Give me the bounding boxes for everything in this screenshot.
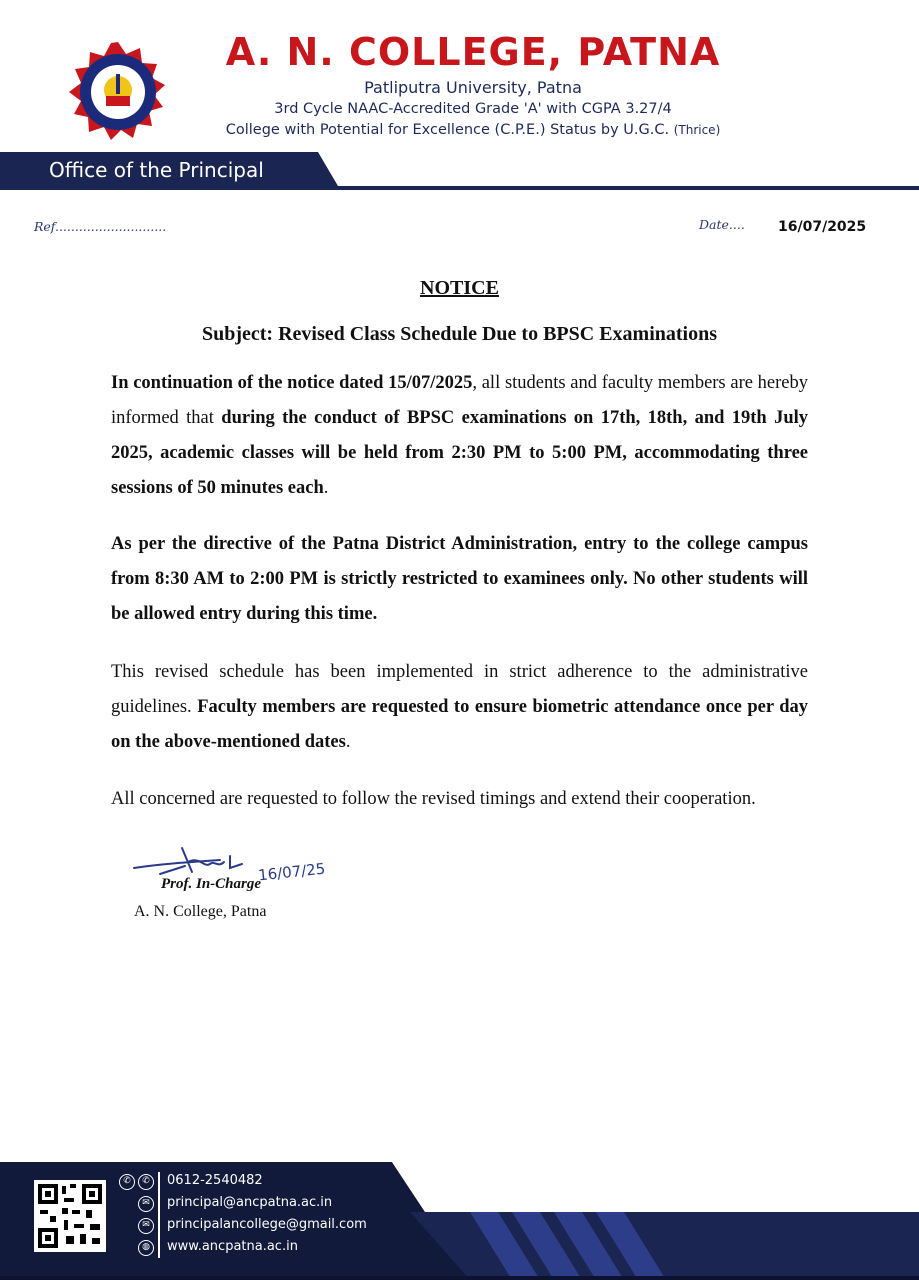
paragraph-entry-restriction-bold: As per the directive of the Patna District Administration, entry to the college campus from 8:30 AM to 2:00 PM is strictly restricted to examinees only. No other students will be allowed entry during this time. <box>111 534 808 624</box>
reference-field: Ref............................ <box>34 219 167 234</box>
cpe-status-text: College with Potential for Excellence (C.P.E.) Status by U.G.C. <box>225 122 670 138</box>
paragraph-attendance <box>111 655 808 760</box>
naac-accreditation: 3rd Cycle NAAC-Accredited Grade 'A' with CGPA 3.27/4 <box>274 101 672 117</box>
cpe-status <box>190 122 756 138</box>
paragraph-closing: All concerned are requested to follow the revised timings and extend their cooperation. <box>111 789 756 809</box>
footer-email-gmail[interactable]: principalancollege@gmail.com <box>167 1217 367 1232</box>
footer-phone[interactable]: 0612-2540482 <box>167 1173 263 1188</box>
date-label: Date.... <box>699 217 745 232</box>
cpe-status-suffix: (Thrice) <box>673 123 721 137</box>
signatory-designation: Prof. In-Charge <box>161 876 262 892</box>
paragraph-attendance-text-1: This revised schedule has been implemented in strict adherence to the administrative guidelines. <box>111 662 808 717</box>
footer-email-principal[interactable]: principal@ancpatna.ac.in <box>167 1195 333 1210</box>
signatory-institution: A. N. College, Patna <box>134 903 267 920</box>
paragraph-attendance-text-2: . <box>345 732 351 752</box>
university-name: Patliputra University, Patna <box>364 78 582 97</box>
email-icon: ✉ <box>138 1196 154 1212</box>
qr-code-icon <box>34 1180 106 1252</box>
notice-subject: Subject: Revised Class Schedule Due to BPSC Examinations <box>201 323 718 345</box>
footer-divider <box>158 1172 160 1258</box>
paragraph-schedule-bold-1: In continuation of the notice dated 15/07/2025 <box>111 373 473 393</box>
date-value: 16/07/2025 <box>778 219 867 235</box>
phone-icon: ✆ <box>119 1174 135 1190</box>
signature-date: 16/07/25 <box>257 859 327 885</box>
paragraph-schedule-text-1: , all students and faculty members are hereby informed that <box>111 373 808 428</box>
footer-website[interactable]: www.ancpatna.ac.in <box>167 1239 298 1254</box>
whatsapp-icon: ✆ <box>138 1174 154 1190</box>
notice-title: NOTICE <box>420 277 499 299</box>
paragraph-attendance-bold: Faculty members are requested to ensure biometric attendance once per day on the above-mentioned dates <box>111 697 809 752</box>
college-name: A. N. COLLEGE, PATNA <box>225 30 721 74</box>
globe-icon: ◍ <box>138 1240 154 1256</box>
paragraph-schedule <box>111 366 808 506</box>
email-icon-2: ✉ <box>138 1218 154 1234</box>
college-logo-icon <box>66 40 170 144</box>
paragraph-schedule-text-2: . <box>323 478 329 498</box>
paragraph-schedule-bold-2: during the conduct of BPSC examinations on 17th, 18th, and 19th July 2025, academic classes will be held from 2:30 PM to 5:00 PM, accommodating three sessions of 50 minutes each <box>111 408 808 498</box>
office-label: Office of the Principal <box>49 158 264 182</box>
paragraph-entry-restriction <box>111 527 808 632</box>
